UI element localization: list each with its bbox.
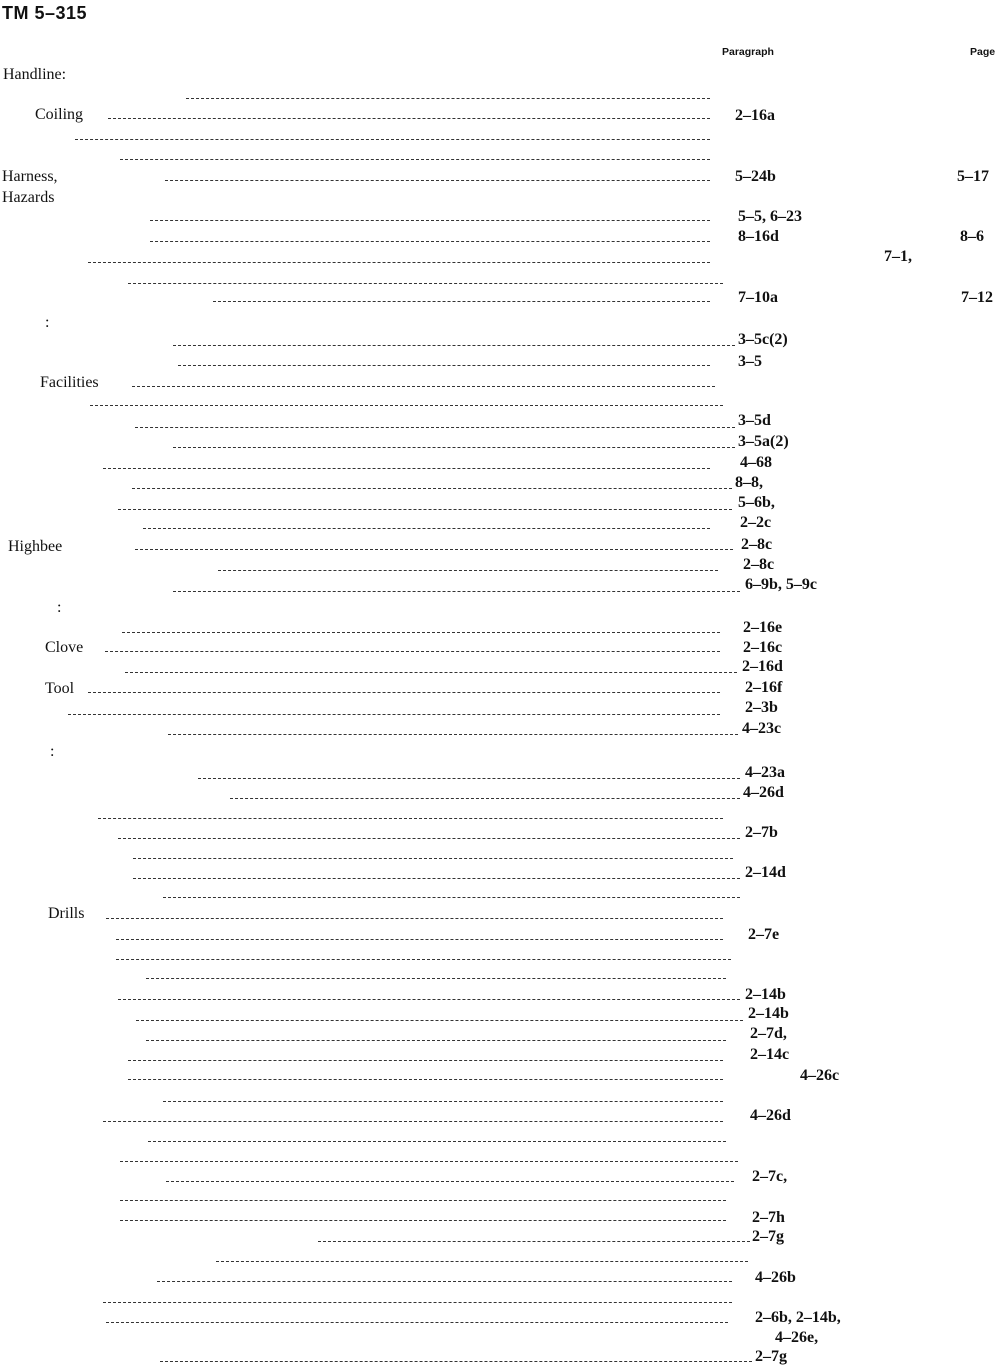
paragraph-ref: 2–16f bbox=[745, 679, 783, 696]
leader-line bbox=[132, 488, 732, 489]
leader-line bbox=[75, 139, 710, 140]
leader-line bbox=[143, 528, 710, 529]
leader-line bbox=[118, 838, 740, 839]
entry-label-colon: : bbox=[45, 314, 50, 331]
leader-line bbox=[186, 98, 710, 99]
entry-label-hazards: Hazards bbox=[2, 189, 55, 206]
paragraph-ref: 2–16e bbox=[743, 619, 783, 636]
paragraph-ref: 2–7c, bbox=[752, 1168, 788, 1185]
paragraph-ref: 3–5c(2) bbox=[738, 331, 788, 348]
page-ref: 5–17 bbox=[957, 168, 989, 185]
entry-label-clove: Clove bbox=[45, 639, 84, 656]
paragraph-ref: 2–14b bbox=[748, 1005, 789, 1022]
paragraph-ref: 7–10a bbox=[738, 289, 778, 306]
paragraph-ref: 2–14c bbox=[750, 1046, 790, 1063]
paragraph-ref: 2–8c bbox=[743, 556, 775, 573]
paragraph-ref: 2–7d, bbox=[750, 1025, 787, 1042]
paragraph-ref: 2–7g bbox=[755, 1348, 787, 1365]
column-header-page: Page bbox=[970, 46, 996, 58]
paragraph-ref: 2–7b bbox=[745, 824, 778, 841]
leader-line bbox=[146, 978, 726, 979]
entry-label-colon: : bbox=[57, 599, 62, 616]
leader-line bbox=[128, 283, 723, 284]
paragraph-ref: 2–16d bbox=[742, 658, 783, 675]
leader-line bbox=[150, 241, 710, 242]
page-ref: 7–1, bbox=[884, 248, 912, 265]
leader-line bbox=[216, 1261, 748, 1262]
leader-line bbox=[88, 262, 710, 263]
paragraph-ref: 3–5d bbox=[738, 412, 771, 429]
leader-line bbox=[135, 427, 735, 428]
entry-label-facilities: Facilities bbox=[40, 374, 99, 391]
paragraph-ref: 2–8c bbox=[741, 536, 773, 553]
leader-line bbox=[173, 447, 735, 448]
page-ref: 7–12 bbox=[961, 289, 993, 306]
leader-line bbox=[135, 549, 733, 550]
leader-line bbox=[88, 692, 720, 693]
leader-line bbox=[90, 405, 723, 406]
entry-label-highbee: Highbee bbox=[8, 538, 63, 555]
leader-line bbox=[103, 1302, 732, 1303]
leader-line bbox=[132, 386, 715, 387]
paragraph-ref: 4–26d bbox=[750, 1107, 791, 1124]
paragraph-ref: 5–5, 6–23 bbox=[738, 208, 802, 225]
leader-line bbox=[120, 1220, 726, 1221]
entry-label-coiling: Coiling bbox=[35, 106, 84, 123]
paragraph-ref: 4–23a bbox=[745, 764, 785, 781]
leader-line bbox=[128, 1079, 723, 1080]
column-header-paragraph: Paragraph bbox=[722, 46, 774, 58]
paragraph-ref: 2–6b, 2–14b, bbox=[755, 1309, 841, 1326]
entry-label-harness: Harness, bbox=[2, 168, 58, 185]
entry-label-tool: Tool bbox=[45, 680, 75, 697]
paragraph-ref: 4–26c bbox=[800, 1067, 840, 1084]
paragraph-ref: 2–7h bbox=[752, 1209, 785, 1226]
leader-line bbox=[218, 570, 718, 571]
leader-line bbox=[165, 180, 710, 181]
paragraph-ref: 2–3b bbox=[745, 699, 778, 716]
leader-line bbox=[98, 818, 723, 819]
paragraph-ref: 6–9b, 5–9c bbox=[745, 576, 817, 593]
leader-line bbox=[166, 1181, 734, 1182]
paragraph-ref: 4–26d bbox=[743, 784, 784, 801]
paragraph-ref: 4–26e, bbox=[775, 1329, 819, 1346]
leader-line bbox=[168, 734, 738, 735]
leader-line bbox=[122, 632, 720, 633]
leader-line bbox=[106, 1322, 728, 1323]
paragraph-ref: 4–68 bbox=[740, 454, 772, 471]
paragraph-ref: 4–26b bbox=[755, 1269, 796, 1286]
leader-line bbox=[230, 798, 740, 799]
leader-line bbox=[157, 1281, 732, 1282]
leader-line bbox=[173, 591, 740, 592]
paragraph-ref: 4–23c bbox=[742, 720, 782, 737]
leader-line bbox=[173, 345, 735, 346]
leader-line bbox=[163, 897, 740, 898]
paragraph-ref: 2–7e bbox=[748, 926, 780, 943]
paragraph-ref: 2–16a bbox=[735, 107, 775, 124]
leader-line bbox=[318, 1241, 750, 1242]
leader-line bbox=[68, 714, 720, 715]
leader-line bbox=[133, 878, 740, 879]
paragraph-ref: 3–5a(2) bbox=[738, 433, 789, 450]
leader-line bbox=[105, 651, 720, 652]
leader-line bbox=[128, 1060, 723, 1061]
document-id: TM 5–315 bbox=[2, 3, 88, 23]
entry-label-colon: : bbox=[50, 743, 55, 760]
paragraph-ref: 2–14b bbox=[745, 986, 786, 1003]
leader-line bbox=[160, 1361, 752, 1362]
leader-line bbox=[106, 918, 723, 919]
leader-line bbox=[120, 159, 710, 160]
leader-line bbox=[103, 1121, 723, 1122]
paragraph-ref: 5–6b, bbox=[738, 494, 775, 511]
paragraph-ref: 2–16c bbox=[743, 639, 783, 656]
leader-line bbox=[125, 672, 737, 673]
leader-line bbox=[163, 1101, 723, 1102]
paragraph-ref: 8–8, bbox=[735, 474, 763, 491]
entry-label-handline: Handline: bbox=[3, 66, 67, 83]
leader-line bbox=[120, 1200, 726, 1201]
paragraph-ref: 5–24b bbox=[735, 168, 776, 185]
paragraph-ref: 8–16d bbox=[738, 228, 779, 245]
entry-label-drills: Drills bbox=[48, 905, 85, 922]
leader-line bbox=[198, 778, 740, 779]
leader-line bbox=[116, 959, 731, 960]
leader-line bbox=[178, 365, 710, 366]
leader-line bbox=[133, 858, 733, 859]
leader-line bbox=[103, 468, 710, 469]
leader-line bbox=[118, 509, 732, 510]
leader-line bbox=[116, 939, 723, 940]
leader-line bbox=[146, 1040, 726, 1041]
paragraph-ref: 2–2c bbox=[740, 514, 772, 531]
leader-line bbox=[148, 1141, 726, 1142]
paragraph-ref: 2–14d bbox=[745, 864, 786, 881]
leader-line bbox=[120, 1161, 738, 1162]
paragraph-ref: 3–5 bbox=[738, 353, 762, 370]
leader-line bbox=[108, 118, 710, 119]
page-ref: 8–6 bbox=[960, 228, 984, 245]
leader-line bbox=[150, 220, 710, 221]
leader-line bbox=[213, 301, 710, 302]
paragraph-ref: 2–7g bbox=[752, 1228, 784, 1245]
leader-line bbox=[118, 999, 740, 1000]
leader-line bbox=[136, 1020, 743, 1021]
